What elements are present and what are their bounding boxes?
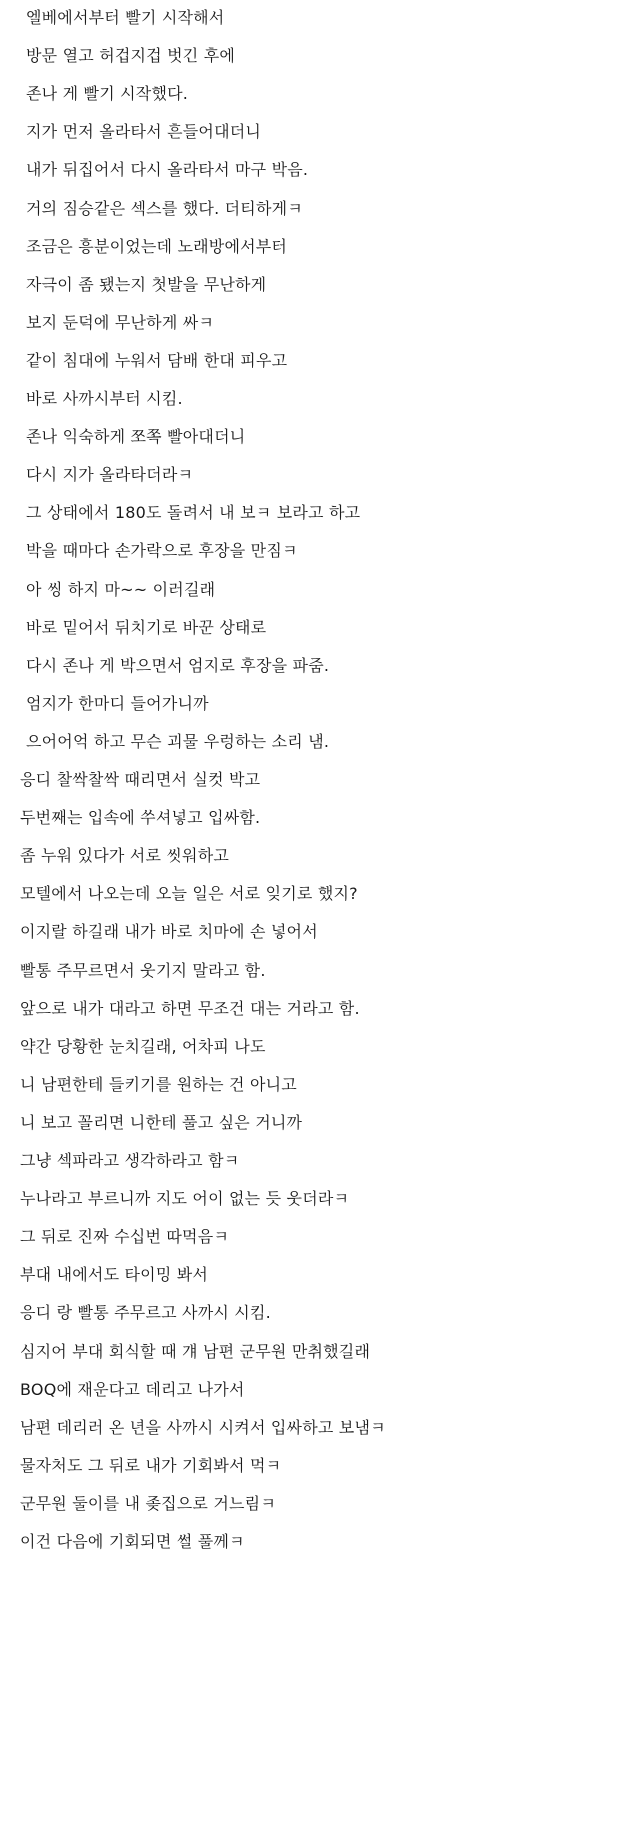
text-line: 그냥 섹파라고 생각하라고 함ㅋ <box>20 1151 240 1170</box>
text-line: 지가 먼저 올라타서 흔들어대더니 <box>26 122 262 142</box>
text-line: 심지어 부대 회식할 때 걔 남편 군무원 만취했길래 <box>20 1341 371 1361</box>
text-line: 이건 다음에 기회되면 썰 풀께ㅋ <box>20 1532 245 1551</box>
text-line: 빨통 주무르면서 웃기지 말라고 함. <box>20 960 266 980</box>
text-line: 자극이 좀 됐는지 첫발을 무난하게 <box>26 274 267 294</box>
text-line: 조금은 흥분이었는데 노래방에서부터 <box>26 236 288 256</box>
text-line: 누나라고 부르니까 지도 어이 없는 듯 웃더라ㅋ <box>20 1189 350 1209</box>
text-line: 약간 당황한 눈치길래, 어차피 나도 <box>20 1036 266 1056</box>
text-line: 앞으로 내가 대라고 하면 무조건 대는 거라고 함. <box>20 998 360 1018</box>
text-line: 좀 누워 있다가 서로 씻워하고 <box>20 846 230 866</box>
text-line: 으어어억 하고 무슨 괴물 우렁하는 소리 냄. <box>26 731 330 751</box>
text-line: 응디 랑 빨통 주무르고 사까시 시킴. <box>20 1303 271 1323</box>
text-line: 엄지가 한마디 들어가니까 <box>26 693 209 713</box>
text-line: 다시 존나 게 박으면서 엄지로 후장을 파줌. <box>26 655 330 675</box>
text-line: 응디 찰싹찰싹 때리면서 실컷 박고 <box>20 770 261 789</box>
text-line: 군무원 둘이를 내 좆집으로 거느림ㅋ <box>20 1493 276 1513</box>
text-line: 존나 익숙하게 쪼쪽 빨아대더니 <box>26 427 246 447</box>
text-line: 물자처도 그 뒤로 내가 기회봐서 먹ㅋ <box>20 1455 282 1475</box>
text-line: 그 뒤로 진짜 수십번 따먹음ㅋ <box>20 1227 230 1247</box>
text-line: 니 남편한테 들키기를 원하는 건 아니고 <box>20 1074 297 1094</box>
text-line: 니 보고 꼴리면 니한테 풀고 싶은 거니까 <box>20 1112 303 1132</box>
text-line: 같이 침대에 누워서 담배 한대 피우고 <box>26 350 288 370</box>
text-line: 거의 짐승같은 섹스를 했다. 더티하게ㅋ <box>26 198 303 218</box>
text-line: 아 씽 하지 마~~ 이러길래 <box>26 579 216 599</box>
text-line: 다시 지가 올라타더라ㅋ <box>26 465 194 485</box>
text-line: 남편 데리러 온 년을 사까시 시켜서 입싸하고 보냄ㅋ <box>20 1417 386 1437</box>
text-line: 보지 둔덕에 무난하게 싸ㅋ <box>26 312 215 332</box>
text-line: 두번째는 입속에 쑤셔넣고 입싸함. <box>20 808 261 828</box>
text-line: 모텔에서 나오는데 오늘 일은 서로 잊기로 했지? <box>20 884 358 904</box>
text-line: 박을 때마다 손가락으로 후장을 만짐ㅋ <box>26 541 298 561</box>
text-line: 방문 열고 허겁지겁 벗긴 후에 <box>26 46 236 66</box>
text-line: 이지랄 하길래 내가 바로 치마에 손 넣어서 <box>20 922 318 942</box>
text-line: 엘베에서부터 빨기 시작해서 <box>26 8 225 27</box>
text-line: BOQ에 재운다고 데리고 나가서 <box>20 1379 245 1399</box>
text-line: 부대 내에서도 타이밍 봐서 <box>20 1265 209 1285</box>
text-line: 바로 밑어서 뒤치기로 바꾼 상태로 <box>26 617 267 637</box>
text-line: 그 상태에서 180도 돌려서 내 보ㅋ 보라고 하고 <box>26 503 361 523</box>
text-line: 바로 사까시부터 시킴. <box>26 389 183 408</box>
text-line: 존나 게 빨기 시작했다. <box>26 84 189 104</box>
text-line: 내가 뒤집어서 다시 올라타서 마구 박음. <box>26 160 309 180</box>
